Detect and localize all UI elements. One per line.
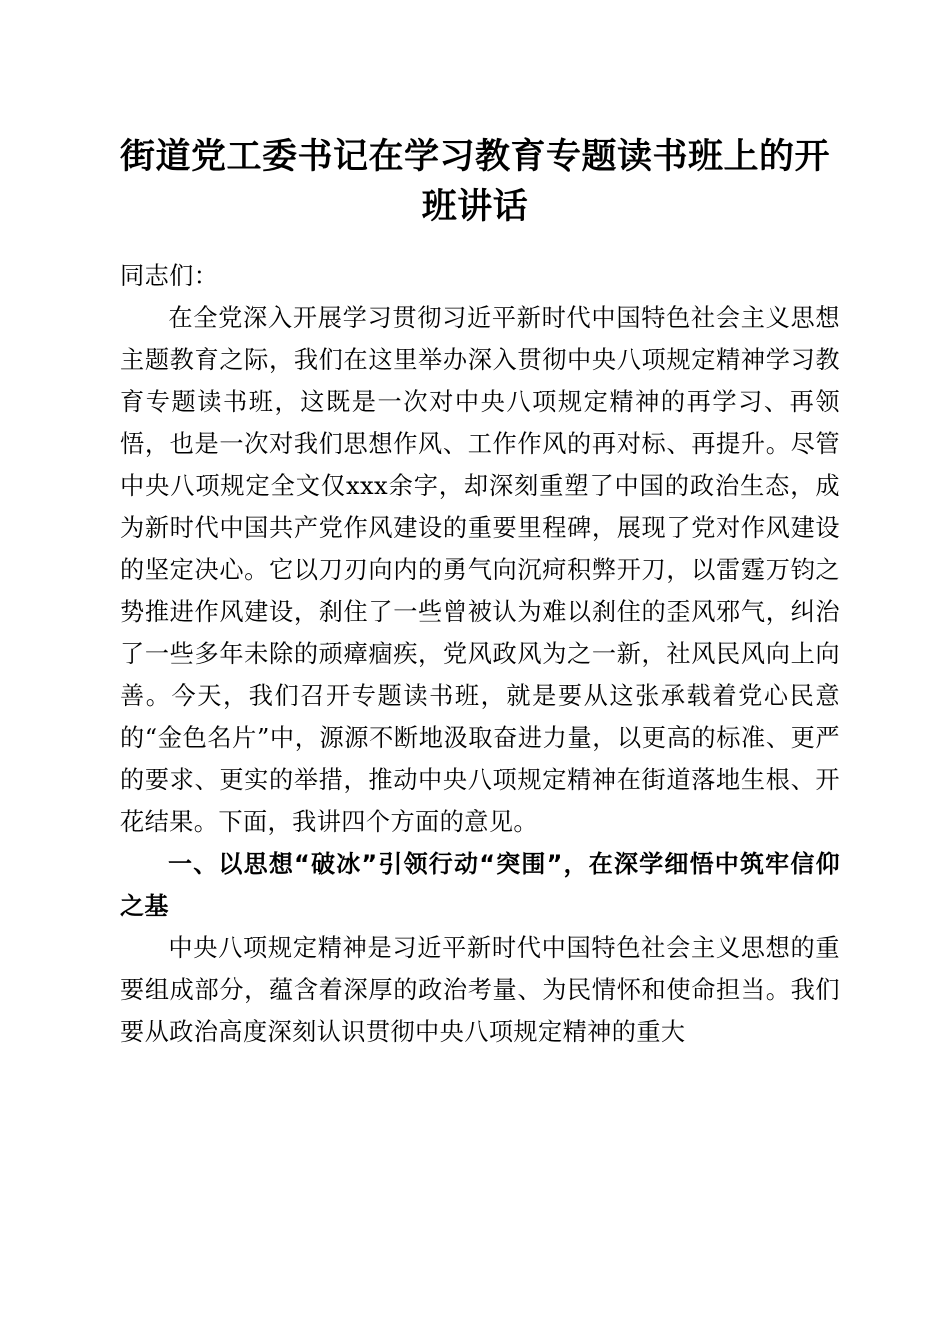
title-line-1: 街道党工委书记在学习教育专题读书班上的开 — [119, 136, 830, 177]
title-line-2: 班讲话 — [421, 186, 529, 227]
section-heading-1: 一、以思想“破冰”引领行动“突围”，在深学细悟中筑牢信仰之基 — [120, 850, 840, 920]
intro-paragraph: 在全党深入开展学习贯彻习近平新时代中国特色社会主义思想主题教育之际，我们在这里举办深入贯彻中央八项规定精神学习教育专题读书班，这既是一次对中央八项规定精神的再学习、再领悟，也是一次对我们思想作风、工作作风的再对标、再提升。尽管中央八项规定全文仅xxx余字，却深刻重塑了中国的政治生态，成为新时代中国共产党作风建设的重要里程碑，展现了党对作风建设的坚定决心。它以刀刃向内的勇气向沉疴积弊开刀，以雷霆万钧之势推进作风建设，刹住了一些曾被认为难以刹住的歪风邪气，纠治了一些多年未除的顽瘴痼疾，党风政风为之一新，社风民风向上向善。今天，我们召开专题读书班，就是要从这张承载着党心民意的“金色名片”中，源源不断地汲取奋进力量，以更高的标准、更严的要求、更实的举措，推动中央八项规定精神在街道落地生根、开花结果。下面，我讲四个方面的意见。 — [120, 304, 840, 836]
document-title — [100, 132, 850, 232]
document-body — [120, 255, 840, 1053]
greeting: 同志们： — [120, 262, 219, 290]
section-1-paragraph: 中央八项规定精神是习近平新时代中国特色社会主义思想的重要组成部分，蕴含着深厚的政治考量、为民情怀和使命担当。我们要从政治高度深刻认识贯彻中央八项规定精神的重大 — [120, 934, 840, 1046]
